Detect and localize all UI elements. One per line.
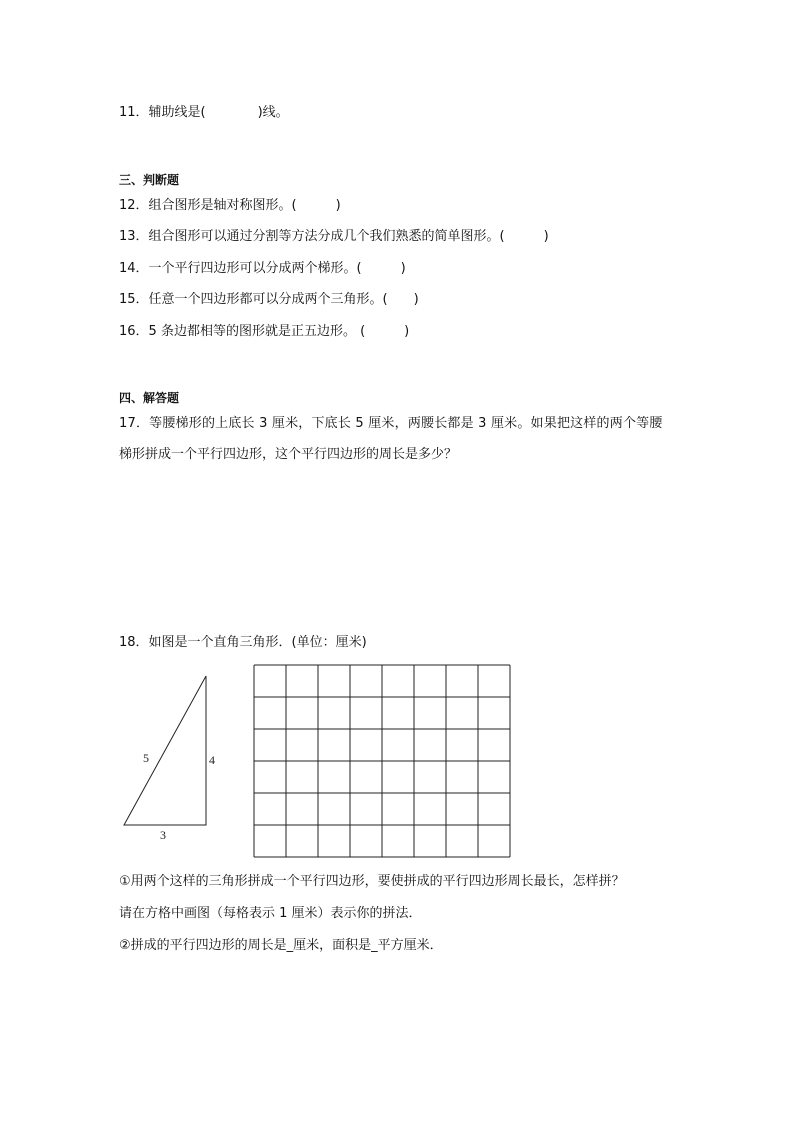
question-15: 15．任意一个四边形都可以分成两个三角形。( ) xyxy=(119,292,419,307)
triangle-shape xyxy=(124,676,206,825)
question-18: 18．如图是一个直角三角形．(单位：厘米) xyxy=(119,635,367,650)
question-18-part-1-line-1: ①用两个这样的三角形拼成一个平行四边形，要使拼成的平行四边形周长最长，怎样拼？ xyxy=(119,874,625,889)
question-18-part-1-line-2: 请在方格中画图（每格表示 1 厘米）表示你的拼法． xyxy=(119,906,422,921)
triangle-side-label-base: 3 xyxy=(160,828,166,842)
section-heading-answers: 四、解答题 xyxy=(119,391,180,405)
question-18-figure xyxy=(118,664,518,864)
question-14: 14．一个平行四边形可以分成两个梯形。( ) xyxy=(119,261,406,276)
question-11: 11．辅助线是( )线。 xyxy=(119,105,289,120)
question-17-line-2: 梯形拼成一个平行四边形，这个平行四边形的周长是多少？ xyxy=(119,447,458,462)
triangle-side-label-hypotenuse: 5 xyxy=(143,751,149,765)
right-triangle xyxy=(124,676,215,842)
question-13: 13．组合图形可以通过分割等方法分成几个我们熟悉的简单图形。( ) xyxy=(119,229,549,244)
question-16: 16．5 条边都相等的图形就是正五边形。 ( ) xyxy=(119,324,410,339)
square-grid[interactable] xyxy=(254,665,510,857)
question-12: 12．组合图形是轴对称图形。( ) xyxy=(119,198,341,213)
section-heading-judgement: 三、判断题 xyxy=(119,173,180,187)
question-18-part-2: ②拼成的平行四边形的周长是_厘米，面积是_平方厘米． xyxy=(119,938,443,953)
question-17-line-1: 17．等腰梯形的上底长 3 厘米，下底长 5 厘米，两腰长都是 3 厘米。如果把这样的两个等腰 xyxy=(119,416,663,431)
triangle-side-label-vertical: 4 xyxy=(209,753,215,767)
